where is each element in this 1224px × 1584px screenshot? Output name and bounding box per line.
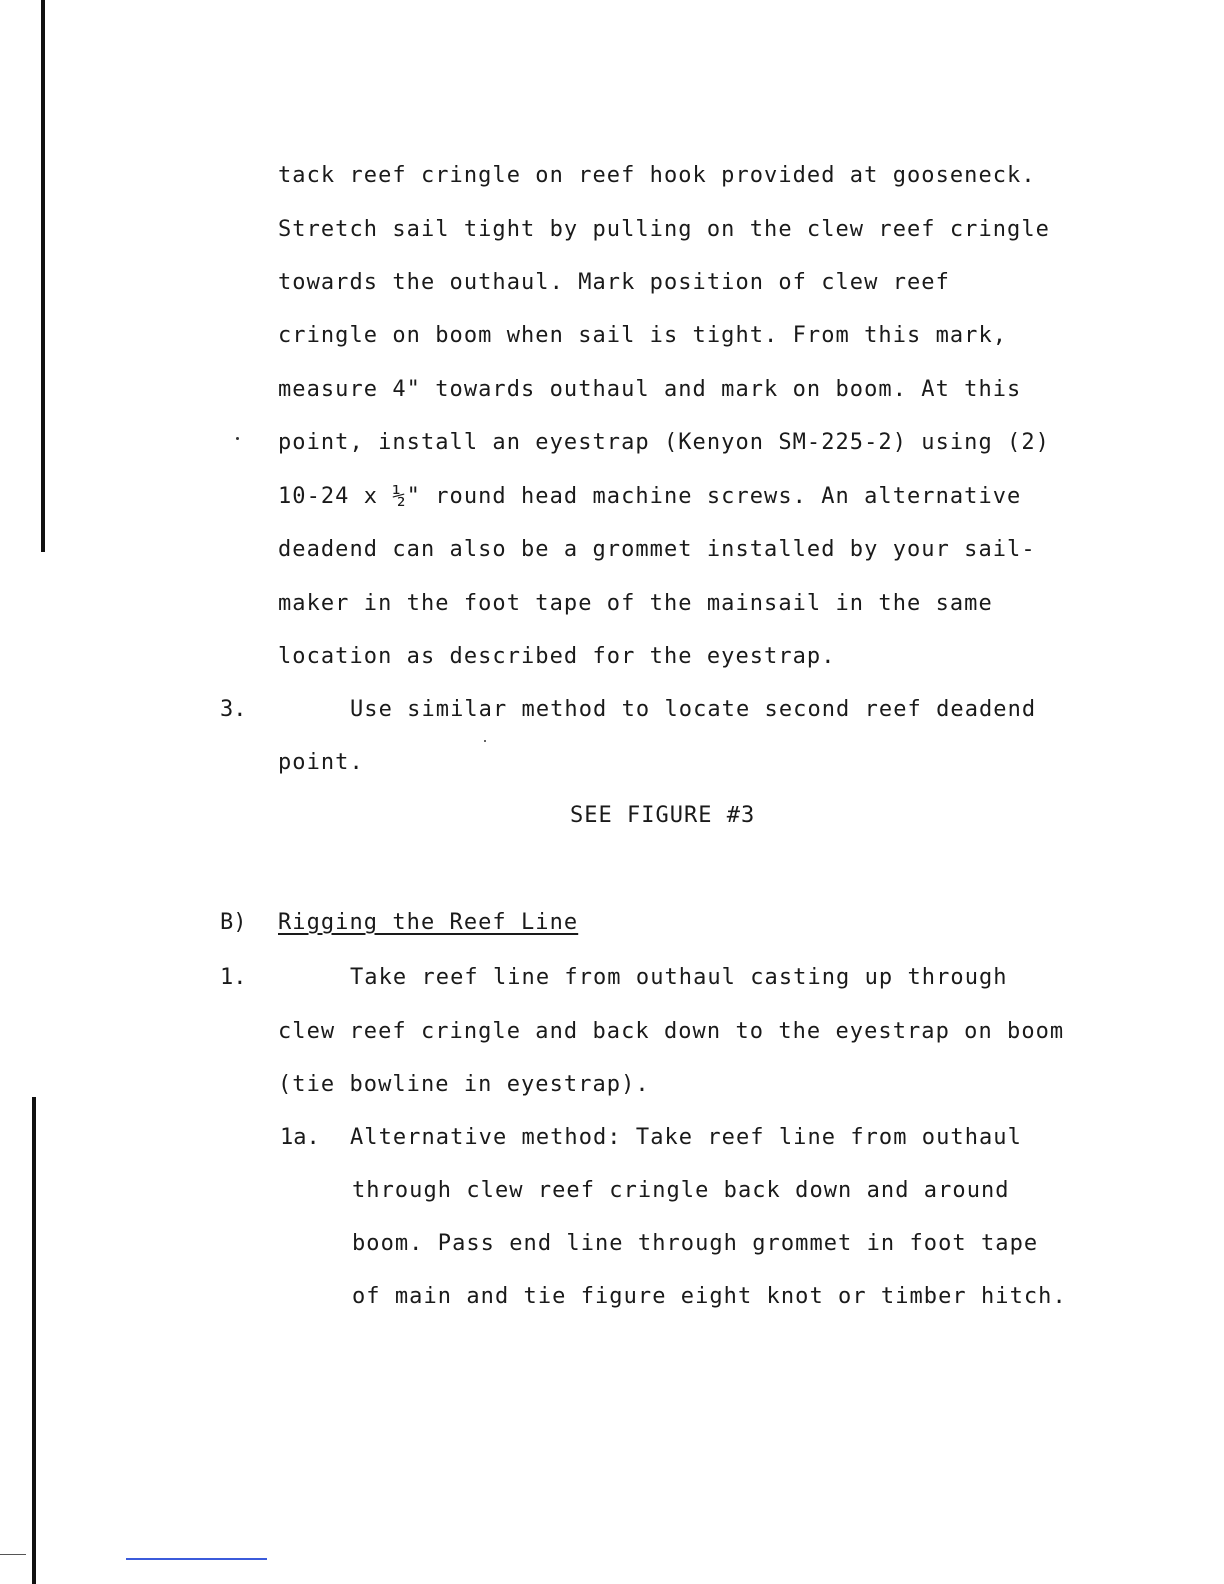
text-line: point. — [278, 750, 364, 775]
text-line: of main and tie figure eight knot or timber hitch. — [352, 1284, 1067, 1309]
section-title: Rigging the Reef Line — [278, 910, 579, 935]
scan-edge-mark-bottom — [32, 1097, 36, 1584]
text-line: cringle on boom when sail is tight. From this mark, — [278, 323, 1008, 348]
text-line: clew reef cringle and back down to the eyestrap on boom — [278, 1019, 1065, 1044]
text-line: boom. Pass end line through grommet in foot tape — [352, 1231, 1039, 1256]
scan-edge-mark-top — [41, 0, 45, 552]
figure-reference: SEE FIGURE #3 — [570, 803, 756, 828]
step-number: 1a. — [280, 1125, 320, 1150]
text-line: deadend can also be a grommet installed by your sail- — [278, 537, 1036, 562]
step-number: 3. — [220, 697, 247, 722]
text-line: through clew reef cringle back down and around — [352, 1178, 1010, 1203]
text-line: towards the outhaul. Mark position of clew reef — [278, 270, 950, 295]
scan-speck — [484, 740, 486, 742]
text-line: Take reef line from outhaul casting up through — [350, 965, 1008, 990]
text-line: Use similar method to locate second reef deadend — [350, 697, 1037, 722]
text-line: tack reef cringle on reef hook provided at gooseneck. — [278, 163, 1036, 188]
scan-tick-mark — [0, 1554, 26, 1555]
text-line: point, install an eyestrap (Kenyon SM-225-2) using (2) — [278, 430, 1050, 455]
text-line: (tie bowline in eyestrap). — [278, 1072, 650, 1097]
step-number: 1. — [220, 965, 247, 990]
text-line: 10-24 x ½" round head machine screws. An alternative — [278, 484, 1022, 509]
text-line: Alternative method: Take reef line from outhaul — [350, 1125, 1022, 1150]
text-line: Stretch sail tight by pulling on the clew reef cringle — [278, 217, 1050, 242]
text-line: measure 4" towards outhaul and mark on boom. At this — [278, 377, 1022, 402]
text-line: location as described for the eyestrap. — [278, 644, 836, 669]
blue-rule-line — [126, 1558, 267, 1560]
scan-speck — [236, 437, 239, 440]
text-line: maker in the foot tape of the mainsail in the same — [278, 591, 993, 616]
section-label: B) — [220, 910, 247, 935]
